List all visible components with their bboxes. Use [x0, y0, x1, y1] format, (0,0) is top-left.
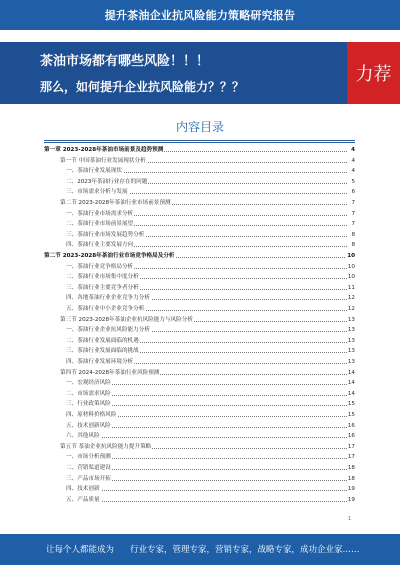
toc-entry[interactable]	[44, 336, 355, 346]
toc-entry-label: 第一章 2023-2028年茶油市场前景及趋势预测	[44, 147, 164, 153]
toc-entry[interactable]	[44, 378, 355, 388]
toc-entry-page: 6	[351, 189, 355, 196]
toc-entry-label: 五、技术创新风险	[66, 422, 111, 429]
toc-entry-page: 15	[347, 412, 355, 418]
toc-entry-label: 第二节 2023-2028年茶油行业市场竞争格局及分析	[44, 253, 175, 259]
toc-entry[interactable]	[44, 315, 355, 325]
toc-entry-label: 三、市场需求分析与发展	[66, 189, 128, 196]
toc-entry[interactable]	[44, 484, 355, 494]
toc-entry-page: 7	[351, 210, 355, 217]
toc-leader-dots	[66, 501, 347, 502]
toc-entry-page: 10	[347, 263, 355, 270]
toc-entry-label: 第三节 2023-2028年茶油企业抗风险能力与风险分析	[60, 316, 193, 323]
toc-entry[interactable]	[44, 357, 355, 367]
toc-entry[interactable]	[44, 293, 355, 303]
toc-entry-page: 16	[347, 433, 355, 440]
toc-entry-page: 17	[347, 443, 355, 450]
toc-entry[interactable]	[44, 166, 355, 176]
toc-entry[interactable]	[44, 452, 355, 462]
footer-slogan-left: 让每个人都能成为	[46, 545, 115, 555]
toc-entry-label: 三、产品市场开拓	[66, 475, 111, 482]
toc-entry-page: 4	[351, 168, 355, 175]
top-banner	[0, 0, 400, 30]
toc-entry[interactable]	[44, 219, 355, 229]
toc-entry-page: 15	[347, 401, 355, 408]
toc-entry-page: 18	[347, 475, 355, 482]
toc-entry-page: 14	[347, 390, 355, 397]
toc-entry-label: 一、市场分析预测	[66, 454, 111, 461]
toc-entry-page: 19	[347, 486, 355, 493]
toc-entry-label: 三、行业政策风险	[66, 401, 111, 408]
toc-entry[interactable]	[44, 240, 355, 250]
toc-entry[interactable]	[44, 177, 355, 187]
toc-entry[interactable]	[44, 304, 355, 314]
toc-entry-page: 7	[351, 221, 355, 228]
toc-entry[interactable]	[44, 156, 355, 166]
toc-entry-label: 一、茶油行业市场需求分析	[66, 210, 134, 217]
toc-entry[interactable]	[44, 145, 355, 155]
toc-entry[interactable]	[44, 389, 355, 399]
toc-entry-page: 8	[351, 231, 355, 238]
toc-entry[interactable]	[44, 431, 355, 441]
toc-entry-page: 4	[351, 157, 355, 164]
toc-entry[interactable]	[44, 474, 355, 484]
toc-entry-page: 5	[351, 178, 355, 185]
toc-divider	[44, 140, 355, 141]
toc-entry-label: 一、茶油行业竞争格局分析	[66, 263, 134, 270]
toc-entry-page: 13	[347, 359, 355, 365]
toc-entry[interactable]	[44, 283, 355, 293]
toc-entry-page: 16	[347, 422, 355, 429]
toc-leader-dots	[66, 437, 347, 438]
toc-entry-page: 14	[347, 380, 355, 387]
toc-entry-label: 二、茶油行业市场集中度分析	[66, 274, 139, 281]
toc-entry-label: 二、营销渠道建设	[66, 465, 111, 471]
toc-entry-label: 六、其他风险	[66, 433, 100, 440]
toc-entry-page: 10	[347, 253, 355, 259]
toc-entry[interactable]	[44, 251, 355, 261]
toc-entry-page: 8	[351, 242, 355, 249]
toc-entry-label: 三、茶油行业发展面临的挑战	[66, 348, 139, 355]
page-number: 1	[348, 516, 352, 522]
toc-entry-label: 一、茶油行业企业抗风险能力分析	[66, 327, 150, 334]
toc-entry-label: 第一节 中国茶油行业发展现状分析	[60, 157, 146, 164]
toc-entry-label: 第五节 茶油企业抗风险能力提升策略	[60, 443, 152, 450]
toc-entry-label: 二、2023年茶油行业存在的问题	[66, 178, 148, 185]
toc-entry-page: 13	[347, 327, 355, 334]
toc-entry[interactable]	[44, 442, 355, 452]
footer-banner	[0, 534, 400, 565]
toc-entry[interactable]	[44, 399, 355, 409]
toc-entry-label: 五、茶油行业中小企业竞争分析	[66, 306, 145, 312]
toc-entry-label: 四、茶油行业发展环境分析	[66, 359, 134, 365]
toc-entry-page: 18	[347, 465, 355, 471]
toc-entry-label: 第二节 2023-2028年茶油行业市场前景预测	[60, 200, 171, 206]
toc-entry[interactable]	[44, 187, 355, 197]
toc-entry[interactable]	[44, 272, 355, 282]
toc-entry[interactable]	[44, 346, 355, 356]
toc-entry[interactable]	[44, 262, 355, 272]
toc-entry[interactable]	[44, 209, 355, 219]
toc-entry[interactable]	[44, 230, 355, 240]
toc-entry[interactable]	[44, 368, 355, 378]
toc-entry-label: 三、茶油行业主要竞争者分析	[66, 284, 139, 291]
toc-entry-page: 12	[347, 295, 355, 302]
recommend-badge	[347, 42, 400, 104]
toc-entry[interactable]	[44, 198, 355, 208]
toc-entry-page: 19	[347, 496, 355, 503]
hero-line-2: 那么，如何提升企业抗风险能力？？？	[40, 80, 245, 94]
toc-entry-label: 四、技术创新	[66, 486, 100, 493]
toc-divider	[44, 142, 355, 143]
recommend-badge-label: 力荐	[355, 64, 392, 85]
toc-entry-page: 11	[347, 284, 355, 291]
toc-entry-label: 四、各地茶油行业企业竞争力分析	[66, 295, 150, 302]
toc-entry[interactable]	[44, 325, 355, 335]
toc-entry-label: 第四节 2024-2028年茶油行业风险预测	[60, 369, 160, 376]
toc-entry-label: 二、市场需求风险	[66, 390, 111, 397]
toc-entry-page: 13	[347, 348, 355, 355]
toc-entry-page: 7	[351, 200, 355, 206]
toc-entry-label: 二、茶油行业发展面临的机遇	[66, 337, 139, 344]
toc-heading: 内容目录	[175, 120, 224, 134]
footer-slogan-right: 行业专家，管理专家，营销专家，战略专家，成功企业家……	[130, 545, 360, 555]
toc-entry[interactable]	[44, 495, 355, 505]
toc-entry-label: 三、茶油行业市场发展趋势分析	[66, 231, 145, 238]
toc-entry-label: 四、茶油行业主要发展方向	[66, 242, 134, 249]
toc-leader-dots	[66, 490, 347, 491]
report-title: 提升茶油企业抗风险能力策略研究报告	[104, 9, 296, 22]
toc-entry-label: 二、茶油行业市场前景展望	[66, 221, 134, 228]
toc-entry-page: 17	[347, 454, 355, 461]
toc-entry-page: 13	[347, 337, 355, 344]
toc-entry-page: 13	[347, 316, 355, 323]
toc-entry-page: 4	[351, 147, 355, 153]
hero-banner	[0, 42, 400, 104]
toc-entry-page: 12	[347, 306, 355, 312]
toc-entry-label: 一、茶油行业发展现状	[66, 168, 122, 175]
toc-entry-label: 五、产品质量	[66, 496, 100, 503]
toc-entry-page: 10	[347, 274, 355, 281]
toc-entry-page: 14	[347, 369, 355, 376]
toc-entry[interactable]	[44, 421, 355, 431]
toc-entry-label: 四、原材料价格风险	[66, 412, 117, 418]
toc-entry[interactable]	[44, 463, 355, 473]
toc-entry-label: 一、宏观经济风险	[66, 380, 111, 387]
toc-entry[interactable]	[44, 410, 355, 420]
hero-line-1: 茶油市场都有哪些风险！！！	[40, 54, 210, 69]
